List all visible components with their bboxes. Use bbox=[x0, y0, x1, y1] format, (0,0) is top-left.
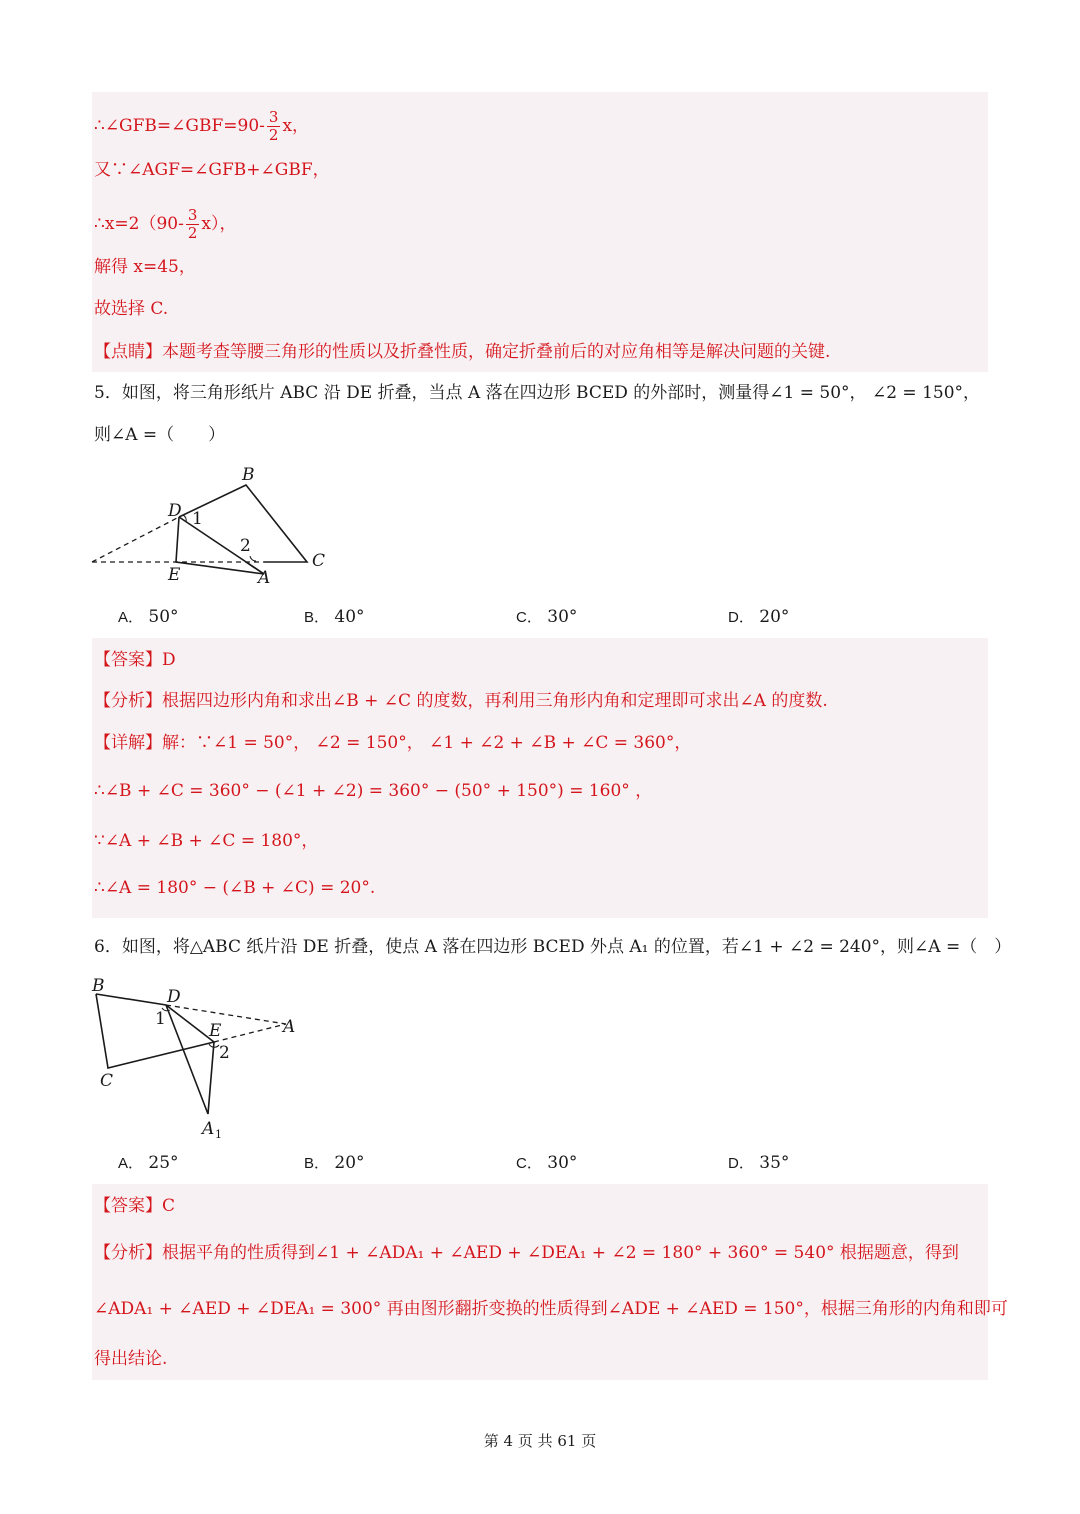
q5-figure bbox=[88, 462, 338, 592]
block1-line4: 解得 x=45， bbox=[94, 257, 196, 277]
q5-option-a: A． 50° bbox=[118, 607, 179, 627]
q6-label-1: 1 bbox=[155, 1009, 166, 1029]
q5-label-c: C bbox=[312, 551, 326, 571]
block1-line1-pre: ∴∠GFB=∠GBF=90- bbox=[94, 116, 265, 136]
q5-label-d: D bbox=[168, 501, 182, 521]
q6-label-a1: A bbox=[202, 1119, 215, 1139]
block1-line3 bbox=[94, 207, 236, 242]
q5-option-c: C． 30° bbox=[516, 607, 578, 627]
q6-label-e: E bbox=[209, 1021, 222, 1041]
q6-label-2: 2 bbox=[219, 1043, 230, 1063]
fraction-numerator: 3 bbox=[268, 108, 279, 126]
block1-tip: 【点睛】本题考查等腰三角形的性质以及折叠性质，确定折叠前后的对应角相等是解决问题的关键. bbox=[94, 342, 831, 362]
q6-label-c: C bbox=[100, 1071, 114, 1091]
q5-detail-line4: ∴∠A = 180° − (∠B + ∠C) = 20°. bbox=[94, 878, 376, 898]
q5-label-a: A bbox=[258, 568, 271, 588]
fraction-denominator: 2 bbox=[187, 224, 198, 242]
q6-analysis-line3: 得出结论. bbox=[94, 1349, 168, 1369]
q5-stem-line1: 5．如图，将三角形纸片 ABC 沿 DE 折叠，当点 A 落在四边形 BCED 的外部时，测量得∠1 = 50°， ∠2 = 150°， bbox=[94, 383, 981, 403]
solution-box-q6 bbox=[92, 1184, 988, 1380]
page-footer: 第 4 页 共 61 页 bbox=[483, 1432, 597, 1450]
q5-detail-line2: ∴∠B + ∠C = 360° − (∠1 + ∠2) = 360° − (50° + 150°) = 160° ， bbox=[94, 781, 653, 801]
q5-dashed-line-top bbox=[92, 517, 179, 562]
q6-figure bbox=[88, 972, 308, 1142]
q6-label-d: D bbox=[167, 987, 181, 1007]
q6-option-c: C． 30° bbox=[516, 1153, 578, 1173]
q6-label-a: A bbox=[283, 1017, 296, 1037]
q5-detail-line1: 【详解】解：∵∠1 = 50°， ∠2 = 150°， ∠1 + ∠2 + ∠B + ∠C = 360°， bbox=[94, 733, 692, 753]
q6-option-b: B． 20° bbox=[304, 1153, 365, 1173]
q5-label-e: E bbox=[168, 565, 181, 585]
q5-detail-line3: ∵∠A + ∠B + ∠C = 180°， bbox=[94, 831, 319, 851]
q6-fold-line-e-a1 bbox=[208, 1042, 214, 1114]
block1-line3-fraction bbox=[186, 207, 200, 242]
q6-option-d: D． 35° bbox=[728, 1153, 790, 1173]
fraction-denominator: 2 bbox=[268, 126, 279, 144]
q5-stem-line2: 则∠A =（ ） bbox=[94, 425, 226, 445]
q6-label-b: B bbox=[92, 976, 105, 996]
q5-angle-2-arc bbox=[250, 556, 256, 561]
block1-line1-fraction bbox=[267, 109, 281, 144]
block1-line1-post: x， bbox=[282, 116, 310, 136]
q6-label-a1-subscript: 1 bbox=[215, 1128, 222, 1141]
q6-analysis-line2: ∠ADA₁ + ∠AED + ∠DEA₁ = 300° 再由图形翻折变换的性质得到∠ADE + ∠AED = 150°，根据三角形的内角和即可 bbox=[94, 1299, 1008, 1319]
q5-label-1: 1 bbox=[192, 509, 203, 529]
fraction-numerator: 3 bbox=[187, 206, 198, 224]
block1-line2: 又∵∠AGF=∠GFB+∠GBF， bbox=[94, 160, 330, 180]
block1-line1 bbox=[94, 109, 309, 144]
q5-label-b: B bbox=[242, 465, 255, 485]
q6-dashed-line-1 bbox=[166, 1005, 286, 1024]
q5-analysis: 【分析】根据四边形内角和求出∠B + ∠C 的度数，再利用三角形内角和定理即可求出∠A 的度数. bbox=[94, 691, 828, 711]
q6-dashed-line-2 bbox=[214, 1024, 286, 1042]
block1-line3-pre: ∴x=2（90- bbox=[94, 214, 184, 234]
q6-quadrilateral bbox=[96, 994, 214, 1068]
block1-line3-post: x）， bbox=[201, 214, 237, 234]
q6-answer: 【答案】C bbox=[94, 1196, 176, 1216]
q5-label-2: 2 bbox=[240, 536, 251, 556]
q5-answer: 【答案】D bbox=[94, 650, 176, 670]
q5-option-d: D． 20° bbox=[728, 607, 790, 627]
q6-analysis-line1: 【分析】根据平角的性质得到∠1 + ∠ADA₁ + ∠AED + ∠DEA₁ + ∠2 = 180° + 360° = 540° 根据题意，得到 bbox=[94, 1243, 959, 1263]
q6-stem: 6．如图，将△ABC 纸片沿 DE 折叠，使点 A 落在四边形 BCED 外点 A₁ 的位置，若∠1 + ∠2 = 240°，则∠A =（ ） bbox=[94, 937, 1012, 957]
q5-option-b: B． 40° bbox=[304, 607, 365, 627]
solution-box-q5 bbox=[92, 638, 988, 918]
block1-line5: 故选择 C. bbox=[94, 299, 169, 319]
q6-option-a: A． 25° bbox=[118, 1153, 179, 1173]
